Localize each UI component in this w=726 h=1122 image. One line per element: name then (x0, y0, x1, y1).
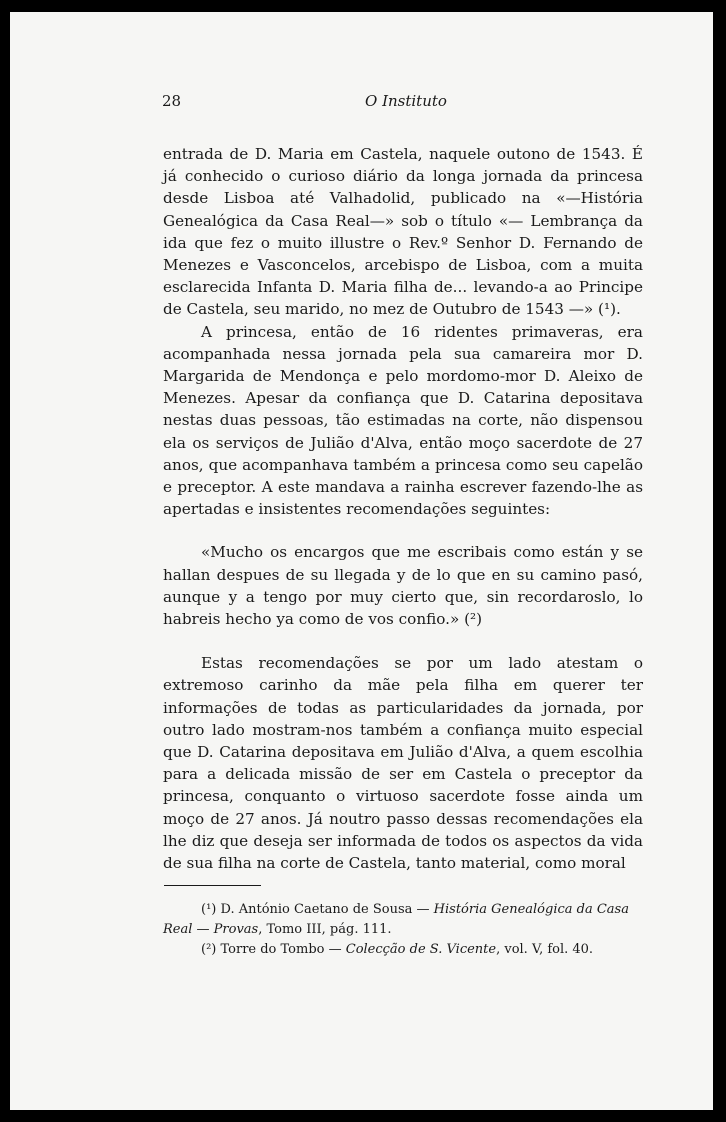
paragraph: A princesa, então de 16 ridentes primaveras, era acompanhada nessa jornada pela sua camareira mor D. Margarida de Mendonça e pelo mordomo-mor D. Aleixo de Menezes. Apesar da confiança que D. Catarina depositava nestas duas pessoas, tão estimadas na corte, não dispensou ela os serviços de Julião d'Alva, então moço sacerdote de 27 anos, que acompanhava também a princesa como seu capelão e preceptor. A este mandava a rainha escrever fazendo-lhe as apertadas e insistentes recomendações seguintes: (163, 322, 643, 519)
footnote-marker: (¹) (201, 902, 217, 917)
footnote-text: Torre do Tombo — (216, 942, 346, 957)
footnote-text: , Tomo III, pág. 111. (258, 922, 392, 937)
footnote-text: , vol. V, fol. 40. (496, 942, 594, 957)
footnotes (163, 900, 643, 960)
running-head: O Instituto (365, 92, 447, 110)
book-page (10, 12, 713, 1110)
footnote-title: História Genealógica da Casa Real — Provas (163, 902, 629, 937)
paragraph: entrada de D. Maria em Castela, naquele outono de 1543. É já conhecido o curioso diário da longa jornada da princesa desde Lisboa até Valhadolid, publicado na «—História Genealógica da Casa Real—» sob o título «— Lembrança da ida que fez o muito illustre o Rev.º Senhor D. Fernando de Menezes e Vasconcelos, arcebispo de Lisboa, com a muita esclarecida Infanta D. Maria filha de... levando-a ao Principe de Castela, seu marido, no mez de Outubro de 1543 —» (¹). (163, 145, 643, 319)
page-number: 28 (162, 92, 182, 110)
footnote-marker: (²) (201, 942, 217, 957)
quotation: «Mucho os encargos que me escribais como están y se hallan despues de su llegada y de lo que en su camino pasó, aunque y a tengo por muy cierto que, sin recordaroslo, lo habreis hecho ya como de vos confio.» (²) (163, 543, 643, 629)
footnote-title: Colecção de S. Vicente (345, 942, 497, 957)
footnote (163, 940, 643, 960)
footnote-text: D. António Caetano de Sousa — (216, 902, 434, 917)
footnote-divider (164, 885, 261, 886)
body-text (163, 143, 643, 874)
footnote (163, 900, 643, 940)
paragraph: Estas recomendações se por um lado atestam o extremoso carinho da mãe pela filha em querer ter informações de todas as particularidades da jornada, por outro lado mostram-nos também a confiança muito especial que D. Catarina depositava em Julião d'Alva, a quem escolhia para a delicada missão de ser em Castela o preceptor da princesa, conquanto o virtuoso sacerdote fosse ainda um moço de 27 anos. Já noutro passo dessas recomendações ela lhe diz que deseja ser informada de todos os aspectos da vida de sua filha na corte de Castela, tanto material, como moral (163, 654, 643, 873)
page-header (162, 92, 449, 116)
